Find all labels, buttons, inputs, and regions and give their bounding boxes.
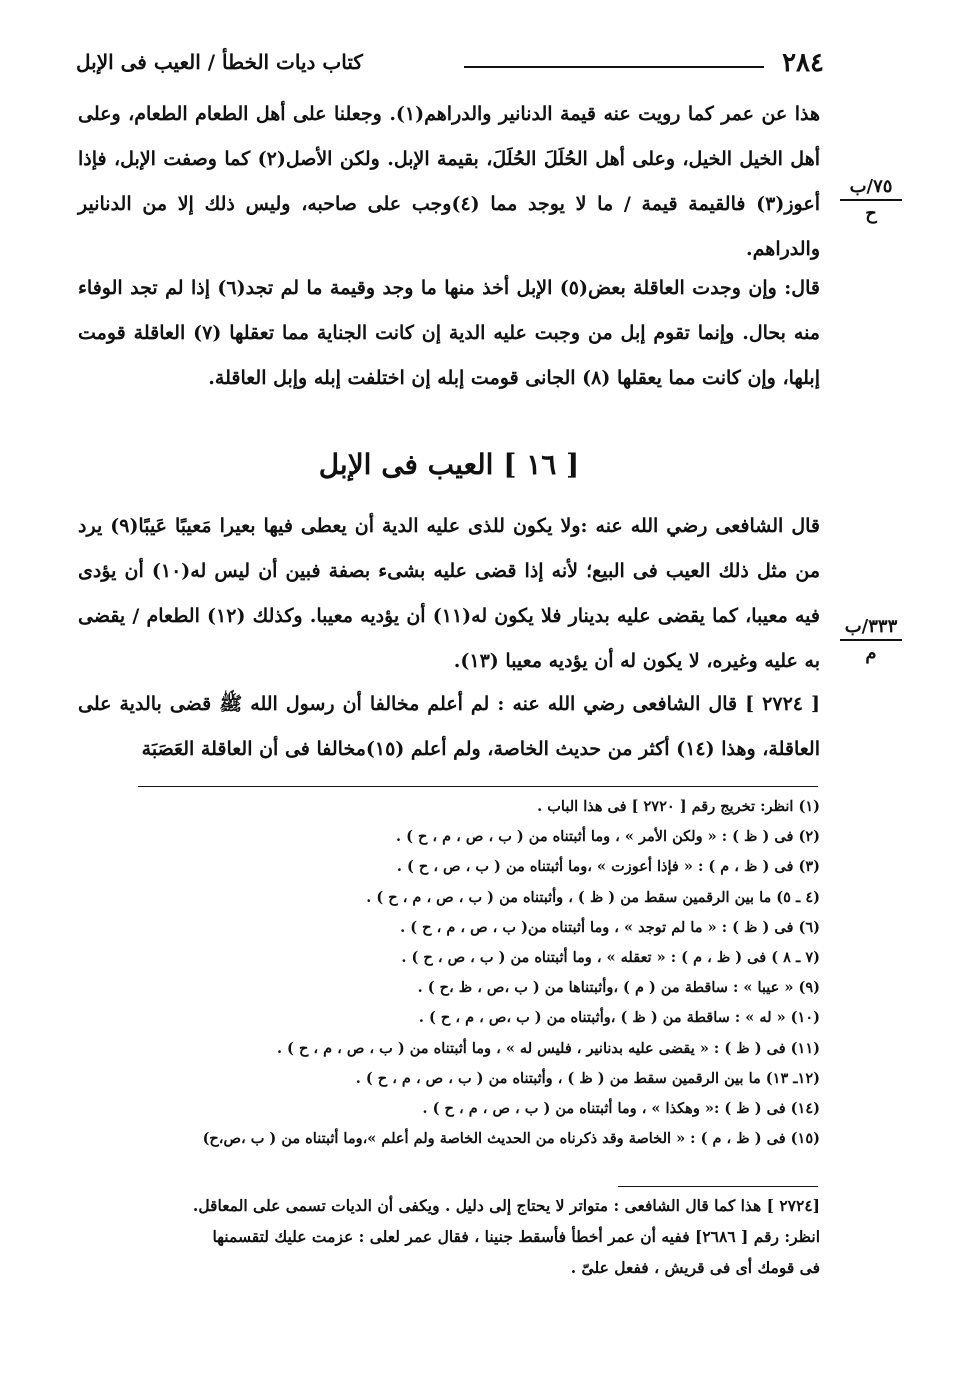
footnote: (٧ ـ ٨ ) فى ( ظ ، م ) : « تعقله » ، وما أثبتناه من ( ب ، ص ، ح ) . <box>401 949 820 967</box>
running-head <box>68 44 828 84</box>
commentary-line: انظر: رقم [ ٢٦٨٦] ففيه أن عمر أخطأ فأسقط جنينا ، فقال عمر لعلى : عزمت عليك لتقسمنها <box>212 1227 820 1246</box>
body-paragraph-2 <box>78 266 820 401</box>
footnote-divider <box>138 786 818 787</box>
margin-note-manuscript: ح <box>865 203 877 224</box>
paragraph-lead: [ ٢٧٢٤ ] قال الشافعى رضي الله عنه <box>512 693 821 715</box>
footnote: (١٠) « له » : ساقطة من ( ظ ) ،وأثبتناه من ( ب ،ص ، م ، ح ) . <box>418 1009 820 1027</box>
margin-note <box>840 176 902 224</box>
footnote: (٢) فى ( ظ ) : « ولكن الأمر » ، وما أثبتناه من ( ب ، ص ، م ، ح ) . <box>396 828 820 846</box>
footnote: (١٢ـ ١٣) ما بين الرقمين سقط من ( ظ ) ، وأثبتناه من ( ب ، ص ، م ، ح ) . <box>355 1069 820 1087</box>
margin-note-manuscript: م <box>865 643 877 664</box>
footnote: (٩) « عيبا » : ساقطة من ( م ) ،وأثبتناها من ( ب ،ص ، ظ ،ح ) . <box>417 979 820 997</box>
commentary-divider <box>618 1186 818 1187</box>
body-paragraph-1 <box>78 92 820 272</box>
paragraph-text: وإن وجدت العاقلة بعض(٥) الإبل أخذ منها ما وجد وقيمة ما لم تجد(٦) إذا لم تجد الوفاء منه بحال. وإنما تقوم إبل من وجبت عليه الدية إن كانت الجناية مما تعقلها (٧) العاقلة قومت إبلها، وإن كانت مما يعقلها (٨) الجانى قومت إبله إن اختلفت إبله وإبل العاقلة. <box>78 277 820 389</box>
body-paragraph-4 <box>78 682 820 772</box>
paragraph-lead: قال: <box>784 277 820 299</box>
paragraph-text-container <box>78 682 820 772</box>
footnote: (١٥) فى ( ظ ، م ) : « الخاصة وقد ذكرناه من الحديث الخاصة ولم أعلم »،وما أثبتناه من ( ب ،ص،ح) <box>202 1130 820 1148</box>
page-number: ٢٨٤ <box>782 48 824 78</box>
footnote: (١١) فى ( ظ ) : « يقضى عليه بدنانير ، فليس له » ، وما أثبتناه من ( ب ، ص ، م ، ح ) . <box>276 1039 820 1057</box>
running-title: كتاب ديات الخطأ / العيب فى الإبل <box>76 50 363 74</box>
header-rule <box>464 66 764 68</box>
commentary-block <box>90 1190 820 1283</box>
paragraph-text-container <box>78 504 820 684</box>
commentary-line: فى قومك أى فى قريش ، ففعل علىّ . <box>570 1258 820 1277</box>
footnote: (٣) فى ( ظ ، م ) : « فإذا أعوزت » ،وما أثبتناه من ( ب ، ص ، ح ) . <box>396 858 820 876</box>
footnote: (٦) فى ( ظ ) : « ما لم توجد » ، وما أثبتناه من( ب ، ص ، م ، ح ) . <box>400 918 820 936</box>
commentary-line: [٢٧٢٤ ] هذا كما قال الشافعى : متواتر لا يحتاج إلى دليل . ويكفى أن الديات تسمى على المعاقل. <box>192 1196 820 1215</box>
footnotes-list <box>120 792 820 1154</box>
footnote: (١٤) فى ( ظ ) :« وهكذا » ، وما أثبتناه من ( ب ، ص ، م ، ح ) . <box>422 1100 820 1118</box>
paragraph-text: هذا عن عمر كما رويت عنه قيمة الدنانير والدراهم(١). وجعلنا على أهل الطعام الطعام، وعلى أهل الخيل الخيل، وعلى أهل الحُلَلَ الحُلَلَ، بقيمة الإبل. ولكن الأصل(٢) كما وصفت الإبل، فإذا أعوز(٣) فالقيمة قيمة / ما لا يوجد مما (٤)وجب على صاحبه، وليس ذلك إلا من الدنانير والدراهم. <box>78 103 820 260</box>
footnote: (٤ ـ ٥) ما بين الرقمين سقط من ( ظ ) ، وأثبتناه من ( ب ، ص ، م ، ح ) . <box>366 888 820 906</box>
paragraph-lead: قال الشافعى رضي الله عنه <box>595 515 820 537</box>
paragraph-text: : لم أعلم مخالفا أن رسول الله ﷺ قضى بالدية على العاقلة، وهذا (١٤) أكثر من حديث الخاصة، ولم أعلم (١٥)مخالفا فى أن العاقلة العَصَبَة <box>78 693 820 760</box>
margin-note <box>840 616 902 664</box>
section-heading: [ ١٦ ] العيب فى الإبل <box>318 448 580 481</box>
footnote: (١) انظر: تخريج رقم [ ٢٧٢٠ ] فى هذا الباب . <box>537 798 820 815</box>
margin-note-folio: ٧٥/ب <box>840 176 902 201</box>
paragraph-text-container <box>78 266 820 401</box>
body-paragraph-3 <box>78 504 820 684</box>
paragraph-text: :ولا يكون للذى عليه الدية أن يعطى فيها بعيرا مَعيبًا عَيبًا(٩) يرد من مثل ذلك العيب فى البيع؛ لأنه إذا قضى عليه بشىء بصفة فبين أن ليس له(١٠) أن يؤدى فيه معيبا، كما يقضى عليه بدينار فلا يكون له(١١) أن يؤديه معيبا. وكذلك (١٢) الطعام / يقضى به عليه وغيره، لا يكون له أن يؤديه معيبا (١٣). <box>78 515 820 672</box>
margin-note-folio: ٣٣٣/ب <box>840 616 902 641</box>
